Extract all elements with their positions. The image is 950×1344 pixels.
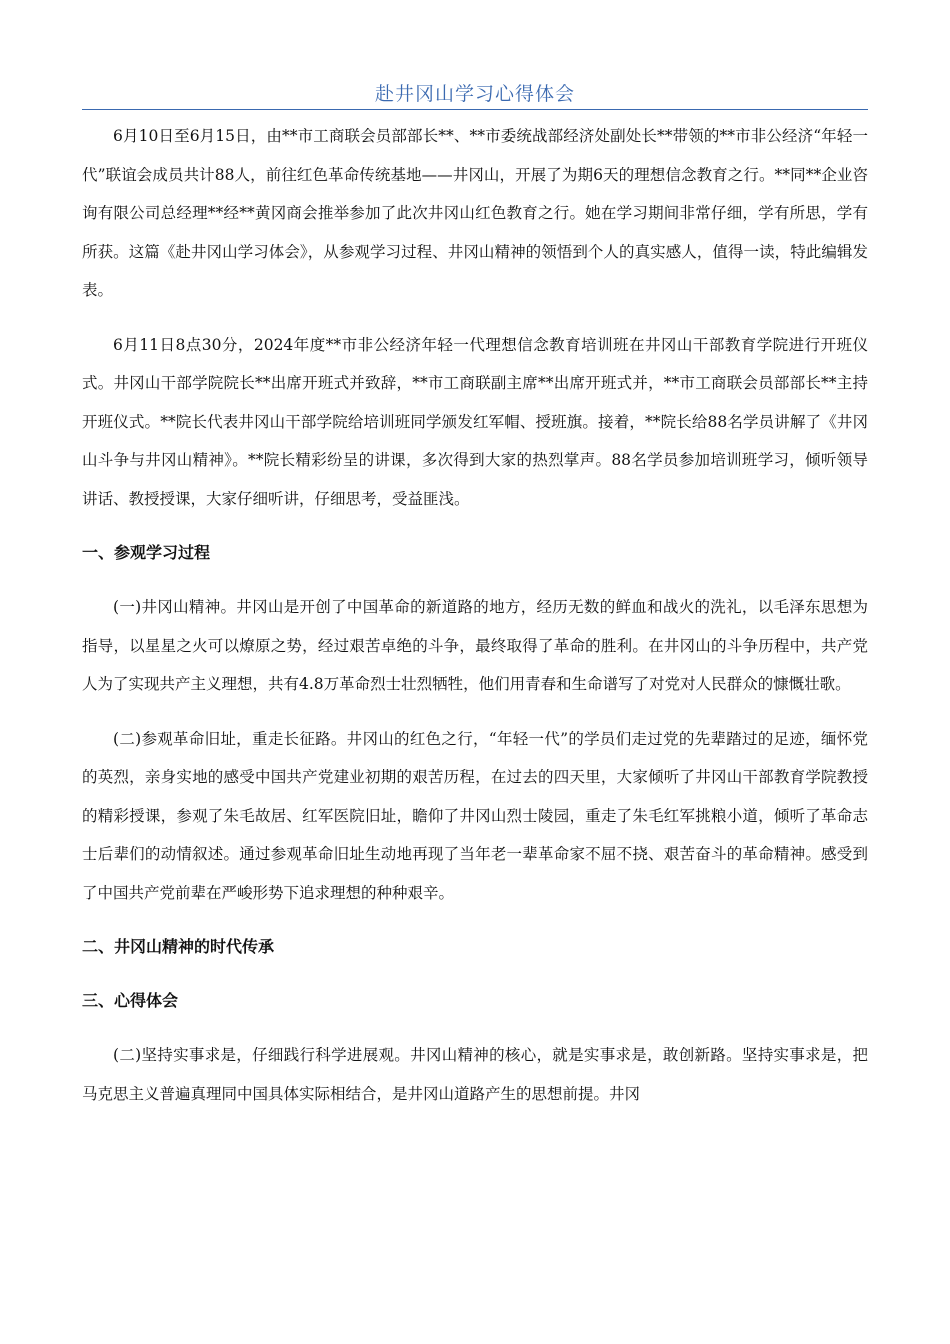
document-body — [82, 117, 868, 1129]
paragraph-jinggangshan-spirit: (一)井冈山精神。井冈山是开创了中国革命的新道路的地方，经历无数的鲜血和战火的洗礼，以毛泽东思想为指导，以星星之火可以燎原之势，经过艰苦卓绝的斗争，最终取得了革命的胜利。在井冈山的斗争历程中，共产党人为了实现共产主义理想，共有4.8万革命烈士壮烈牺牲，他们用青春和生命谱写了对党对人民群众的慷慨壮歌。 — [82, 598, 868, 693]
section-heading-2: 二、井冈山精神的时代传承 — [82, 937, 275, 956]
title-underline — [82, 109, 868, 110]
paragraph-revolutionary-sites: (二)参观革命旧址，重走长征路。井冈山的红色之行，“年轻一代”的学员们走过党的先辈踏过的足迹，缅怀党的英烈，亲身实地的感受中国共产党建业初期的艰苦历程，在过去的四天里，大家倾听了井冈山干部教育学院教授的精彩授课，参观了朱毛故居、红军医院旧址，瞻仰了井冈山烈士陵园，重走了朱毛红军挑粮小道，倾听了革命志士后辈们的动情叙述。通过参观革命旧址生动地再现了当年老一辈革命家不屈不挠、艰苦奋斗的革命精神。感受到了中国共产党前辈在严峻形势下追求理想的种种艰辛。 — [82, 729, 868, 902]
document-title: 赴井冈山学习心得体会 — [374, 83, 575, 105]
paragraph-intro: 6月10日至6月15日，由**市工商联会员部部长**、**市委统战部经济处副处长**带领的**市非公经济“年轻一代”联谊会成员共计88人，前往红色革命传统基地——井冈山，开展了为期6天的理想信念教育之行。**同**企业咨询有限公司总经理**经**黄冈商会推举参加了此次井冈山红色教育之行。她在学习期间非常仔细，学有所思，学有所获。这篇《赴井冈山学习体会》，从参观学习过程、井冈山精神的领悟到个人的真实感人，值得一读，特此编辑发表。 — [82, 127, 868, 299]
paragraph-seek-truth: (二)坚持实事求是，仔细践行科学进展观。井冈山精神的核心，就是实事求是，敢创新路。坚持实事求是，把马克思主义普遍真理同中国具体实际相结合，是井冈山道路产生的思想前提。井冈 — [82, 1046, 868, 1103]
section-heading-3: 三、心得体会 — [82, 991, 179, 1010]
section-heading-1: 一、参观学习过程 — [82, 543, 211, 562]
paragraph-opening-ceremony: 6月11日8点30分，2024年度**市非公经济年轻一代理想信念教育培训班在井冈山干部教育学院进行开班仪式。井冈山干部学院院长**出席开班式并致辞，**市工商联副主席**出席开班式并，**市工商联会员部部长**主持开班仪式。**院长代表井冈山干部学院给培训班同学颁发红军帽、授班旗。接着，**院长给88名学员讲解了《井冈山斗争与井冈山精神》。**院长精彩纷呈的讲课，多次得到大家的热烈掌声。88名学员参加培训班学习，倾听领导讲话、教授授课，大家仔细听讲，仔细思考，受益匪浅。 — [82, 335, 868, 508]
